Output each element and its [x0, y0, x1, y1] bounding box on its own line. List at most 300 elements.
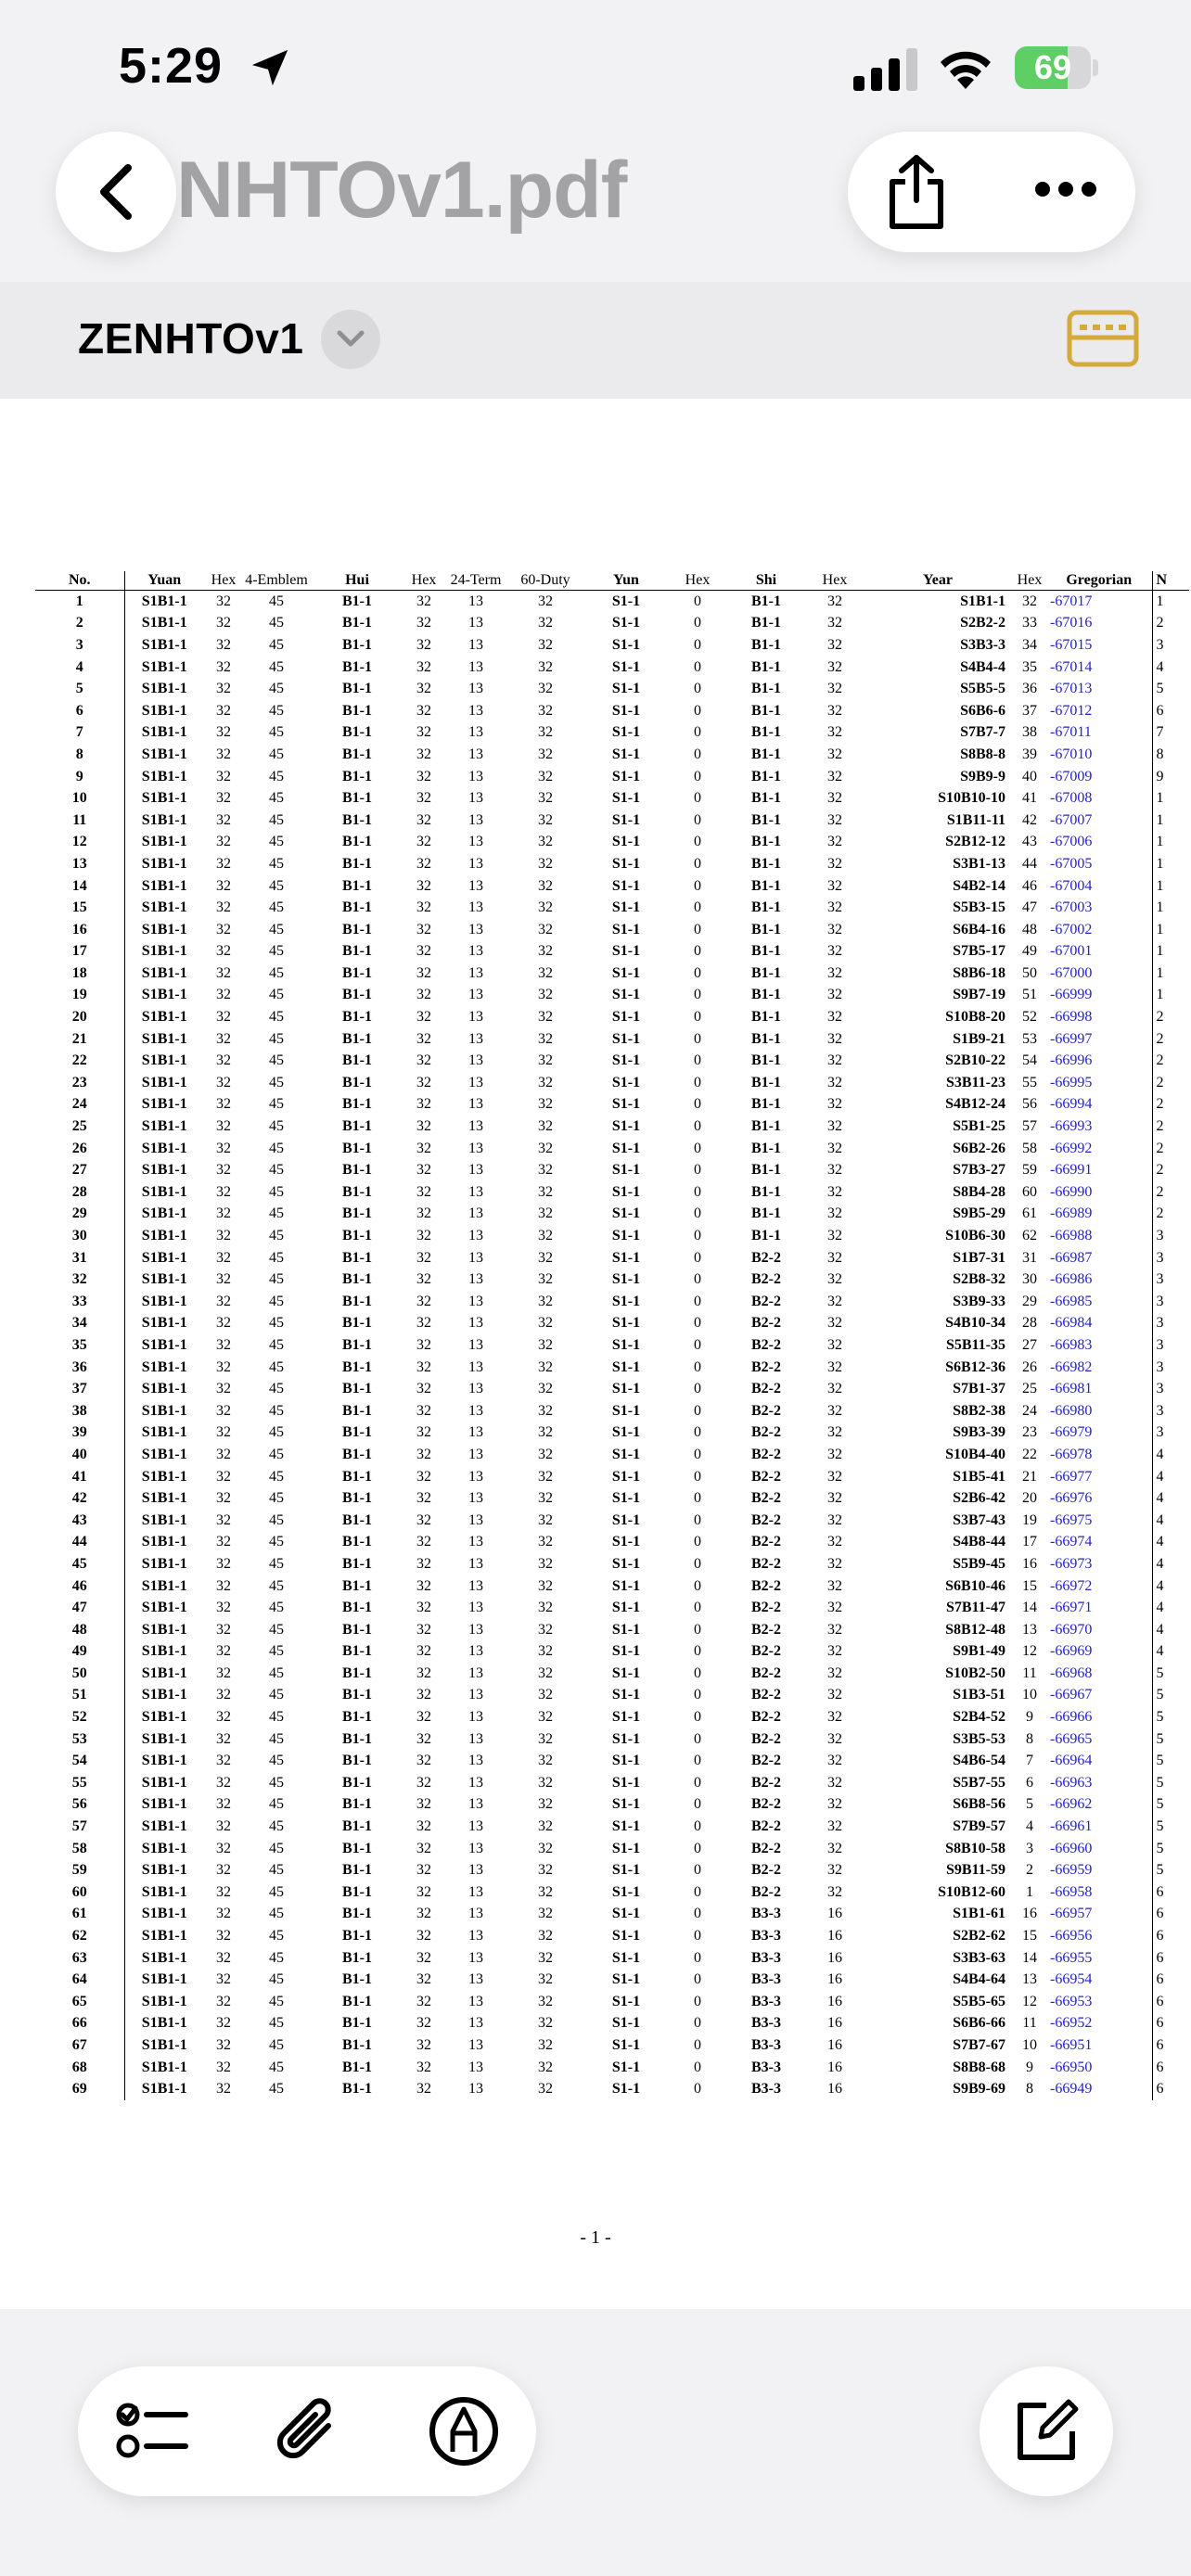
table-cell-hex: 9 [1026, 2059, 1033, 2075]
table-cell-duty: 32 [538, 877, 553, 894]
column-header-duty: 60-Duty [508, 571, 583, 591]
table-cell-term: 13 [468, 1205, 483, 1222]
table-cell-yuan: S1B1-1 [141, 1511, 187, 1528]
column-header-hex: Hex [1013, 571, 1046, 591]
table-cell-no: 29 [35, 1204, 124, 1226]
table-cell-year: S5B7-55 [953, 1774, 1005, 1791]
table-cell-no: 33 [35, 1291, 124, 1313]
table-cell-duty: 32 [538, 1993, 553, 2009]
table-cell-yun: S1-1 [611, 1271, 641, 1288]
keyboard-icon[interactable] [1067, 310, 1139, 367]
table-cell-shi: B1-1 [751, 834, 781, 850]
table-row [35, 1991, 1189, 2013]
table-cell-n: 4 [1152, 1510, 1189, 1532]
table-cell-duty: 32 [538, 1555, 553, 1572]
table-cell-yun: S1-1 [611, 1052, 641, 1069]
table-cell-hex: 16 [827, 1906, 842, 1922]
table-cell-hui: B1-1 [342, 1949, 372, 1966]
table-row [35, 1816, 1189, 1838]
table-cell-hex: 10 [1022, 1687, 1037, 1703]
table-cell-gregorian: -67012 [1050, 702, 1093, 719]
table-cell-n: 4 [1152, 1553, 1189, 1575]
table-cell-hex: 32 [216, 1577, 231, 1594]
table-cell-hex: 0 [694, 615, 701, 631]
table-cell-year: S10B4-40 [945, 1446, 1005, 1462]
table-cell-no: 3 [35, 634, 124, 657]
table-cell-n: 6 [1152, 2034, 1189, 2057]
table-row [35, 2057, 1189, 2079]
table-cell-shi: B2-2 [751, 1490, 781, 1507]
table-cell-year: S5B3-15 [953, 899, 1005, 916]
table-cell-hex: 9 [1026, 1709, 1033, 1726]
table-cell-gregorian: -66991 [1050, 1162, 1093, 1179]
table-cell-duty: 32 [538, 1336, 553, 1353]
table-cell-hex: 0 [694, 702, 701, 719]
table-row [35, 875, 1189, 898]
table-cell-shi: B2-2 [751, 1424, 781, 1441]
table-cell-emblem: 45 [269, 724, 284, 741]
table-cell-gregorian: -66975 [1050, 1511, 1093, 1528]
table-cell-hex: 41 [1022, 790, 1037, 807]
table-cell-hui: B1-1 [342, 1993, 372, 2009]
location-arrow-icon [249, 46, 291, 89]
table-cell-gregorian: -66954 [1050, 1971, 1093, 1988]
table-cell-yuan: S1B1-1 [141, 1293, 187, 1309]
table-cell-hex: 0 [694, 1140, 701, 1156]
table-cell-shi: B1-1 [751, 899, 781, 916]
table-cell-hex: 32 [416, 1271, 431, 1288]
table-cell-n: 4 [1152, 1619, 1189, 1641]
table-cell-hex: 32 [827, 593, 842, 609]
table-cell-shi: B1-1 [751, 658, 781, 675]
paperclip-icon[interactable] [271, 2394, 345, 2468]
table-cell-shi: B2-2 [751, 1534, 781, 1550]
table-cell-hui: B1-1 [342, 1796, 372, 1813]
column-header-hex: Hex [807, 571, 863, 591]
table-body [35, 591, 1189, 2100]
table-cell-yuan: S1B1-1 [141, 811, 187, 828]
table-cell-duty: 32 [538, 1009, 553, 1026]
table-cell-hex: 32 [216, 1030, 231, 1047]
table-cell-year: S9B3-39 [953, 1424, 1005, 1441]
table-cell-hex: 17 [1022, 1534, 1037, 1550]
back-button[interactable] [56, 132, 176, 252]
table-cell-hex: 0 [694, 2036, 701, 2053]
table-cell-hex: 52 [1022, 1009, 1037, 1026]
table-cell-hex: 0 [694, 1664, 701, 1681]
table-cell-emblem: 45 [269, 1249, 284, 1266]
table-row [35, 1685, 1189, 1707]
table-cell-hex: 32 [416, 768, 431, 784]
table-cell-no: 28 [35, 1181, 124, 1204]
table-cell-yun: S1-1 [611, 768, 641, 784]
table-cell-gregorian: -67008 [1050, 790, 1093, 807]
table-cell-no: 19 [35, 985, 124, 1007]
table-cell-hex: 32 [216, 1468, 231, 1485]
table-cell-hex: 13 [1022, 1971, 1037, 1988]
table-cell-term: 13 [468, 1709, 483, 1726]
table-cell-year: S4B4-4 [960, 658, 1005, 675]
table-cell-term: 13 [468, 2036, 483, 2053]
table-cell-hex: 32 [416, 2036, 431, 2053]
table-cell-shi: B3-3 [751, 2059, 781, 2075]
table-cell-yuan: S1B1-1 [141, 1052, 187, 1069]
table-cell-term: 13 [468, 1730, 483, 1747]
table-cell-hex: 0 [694, 1118, 701, 1135]
table-cell-term: 13 [468, 1030, 483, 1047]
table-cell-duty: 32 [538, 1118, 553, 1135]
table-cell-year: S6B8-56 [953, 1796, 1005, 1813]
table-cell-emblem: 45 [269, 1096, 284, 1113]
table-cell-term: 13 [468, 1577, 483, 1594]
column-header-hex: Hex [204, 571, 243, 591]
table-cell-duty: 32 [538, 1162, 553, 1179]
table-cell-hex: 32 [827, 724, 842, 741]
table-cell-yun: S1-1 [611, 1336, 641, 1353]
table-cell-yuan: S1B1-1 [141, 1906, 187, 1922]
table-cell-yun: S1-1 [611, 724, 641, 741]
table-cell-no: 16 [35, 919, 124, 941]
table-cell-hex: 0 [694, 746, 701, 762]
table-cell-no: 1 [35, 591, 124, 613]
table-cell-shi: B1-1 [751, 964, 781, 981]
compose-button[interactable] [980, 2366, 1113, 2496]
table-cell-hex: 32 [827, 1424, 842, 1441]
table-cell-hex: 32 [827, 1096, 842, 1113]
table-row [35, 1947, 1189, 1970]
table-cell-hex: 32 [827, 987, 842, 1003]
table-cell-emblem: 45 [269, 593, 284, 609]
table-cell-duty: 32 [538, 1424, 553, 1441]
table-cell-yuan: S1B1-1 [141, 855, 187, 872]
table-cell-hex: 0 [694, 1030, 701, 1047]
table-cell-no: 61 [35, 1904, 124, 1926]
pdf-page[interactable] [0, 399, 1191, 2309]
table-cell-hex: 32 [827, 790, 842, 807]
table-cell-hex: 7 [1026, 1753, 1033, 1769]
table-cell-hex: 16 [827, 2081, 842, 2098]
table-cell-gregorian: -66957 [1050, 1906, 1093, 1922]
table-cell-hex: 32 [416, 1490, 431, 1507]
table-cell-emblem: 45 [269, 2059, 284, 2075]
table-cell-hex: 32 [216, 1249, 231, 1266]
table-cell-emblem: 45 [269, 1030, 284, 1047]
table-cell-hex: 32 [216, 964, 231, 981]
table-cell-term: 13 [468, 1511, 483, 1528]
table-cell-hex: 16 [827, 1971, 842, 1988]
table-cell-gregorian: -67007 [1050, 811, 1093, 828]
table-row [35, 1422, 1189, 1445]
table-cell-hui: B1-1 [342, 724, 372, 741]
table-cell-yuan: S1B1-1 [141, 1555, 187, 1572]
table-cell-yun: S1-1 [611, 2036, 641, 2053]
table-cell-hex: 32 [216, 1424, 231, 1441]
table-cell-hex: 0 [694, 1074, 701, 1090]
column-header-shi: Shi [725, 571, 807, 591]
table-cell-no: 32 [35, 1269, 124, 1291]
table-cell-gregorian: -66970 [1050, 1621, 1093, 1638]
table-cell-gregorian: -66949 [1050, 2081, 1093, 2098]
table-cell-emblem: 45 [269, 1205, 284, 1222]
table-cell-hui: B1-1 [342, 1490, 372, 1507]
table-cell-hex: 32 [416, 1928, 431, 1945]
table-cell-hex: 32 [416, 1971, 431, 1988]
table-cell-term: 13 [468, 1796, 483, 1813]
table-cell-n: 4 [1152, 1466, 1189, 1488]
table-row [35, 1072, 1189, 1094]
table-cell-shi: B1-1 [751, 790, 781, 807]
table-cell-hex: 0 [694, 1315, 701, 1332]
table-cell-duty: 32 [538, 1140, 553, 1156]
table-cell-hex: 0 [694, 1928, 701, 1945]
table-row [35, 1138, 1189, 1160]
table-cell-no: 12 [35, 832, 124, 854]
table-cell-hui: B1-1 [342, 1468, 372, 1485]
table-row [35, 1663, 1189, 1685]
table-cell-year: S2B8-32 [953, 1271, 1005, 1288]
table-cell-hex: 32 [827, 1402, 842, 1419]
table-row [35, 787, 1189, 810]
table-cell-term: 13 [468, 1140, 483, 1156]
table-cell-yun: S1-1 [611, 1796, 641, 1813]
table-cell-hex: 0 [694, 1534, 701, 1550]
table-cell-hex: 0 [694, 1796, 701, 1813]
table-cell-hex: 32 [216, 811, 231, 828]
table-cell-hex: 0 [694, 943, 701, 960]
table-cell-yun: S1-1 [611, 1424, 641, 1441]
table-cell-shi: B1-1 [751, 746, 781, 762]
table-cell-hex: 32 [416, 1511, 431, 1528]
table-cell-emblem: 45 [269, 1293, 284, 1309]
table-cell-hui: B1-1 [342, 1271, 372, 1288]
table-cell-n: 3 [1152, 1313, 1189, 1335]
table-cell-yun: S1-1 [611, 658, 641, 675]
table-cell-hex: 32 [416, 1730, 431, 1747]
table-cell-n: 5 [1152, 1750, 1189, 1772]
table-cell-hex: 32 [416, 855, 431, 872]
table-cell-yun: S1-1 [611, 1687, 641, 1703]
table-cell-emblem: 45 [269, 658, 284, 675]
table-cell-hex: 16 [827, 1928, 842, 1945]
table-cell-hex: 16 [827, 2015, 842, 2032]
table-cell-yuan: S1B1-1 [141, 1862, 187, 1879]
table-cell-hex: 39 [1022, 746, 1037, 762]
table-cell-yuan: S1B1-1 [141, 1577, 187, 1594]
table-cell-no: 40 [35, 1444, 124, 1466]
table-cell-n: 1 [1152, 963, 1189, 985]
table-cell-year: S6B12-36 [945, 1358, 1005, 1375]
table-cell-hex: 32 [416, 1468, 431, 1485]
table-cell-hex: 32 [216, 1928, 231, 1945]
table-cell-n: 5 [1152, 1838, 1189, 1860]
table-cell-yun: S1-1 [611, 746, 641, 762]
table-cell-yun: S1-1 [611, 702, 641, 719]
table-row [35, 1597, 1189, 1619]
table-cell-yun: S1-1 [611, 987, 641, 1003]
table-cell-gregorian: -67004 [1050, 877, 1093, 894]
table-cell-term: 13 [468, 1840, 483, 1856]
table-cell-hex: 46 [1022, 877, 1037, 894]
table-cell-year: S9B11-59 [945, 1862, 1005, 1879]
table-cell-gregorian: -67003 [1050, 899, 1093, 916]
table-cell-duty: 32 [538, 746, 553, 762]
table-cell-yun: S1-1 [611, 593, 641, 609]
table-cell-shi: B3-3 [751, 1993, 781, 2009]
table-cell-hex: 32 [827, 1446, 842, 1462]
table-cell-hex: 10 [1022, 2036, 1037, 2053]
table-cell-n: 9 [1152, 766, 1189, 788]
table-cell-hex: 0 [694, 1402, 701, 1419]
table-cell-gregorian: -66953 [1050, 1993, 1093, 2009]
table-cell-hex: 32 [216, 1271, 231, 1288]
table-cell-n: 1 [1152, 919, 1189, 941]
table-cell-shi: B1-1 [751, 943, 781, 960]
table-cell-no: 54 [35, 1750, 124, 1772]
table-cell-yuan: S1B1-1 [141, 636, 187, 653]
table-cell-emblem: 45 [269, 1358, 284, 1375]
table-cell-emblem: 45 [269, 1709, 284, 1726]
table-cell-no: 67 [35, 2034, 124, 2057]
table-cell-hex: 20 [1022, 1490, 1037, 1507]
table-cell-yuan: S1B1-1 [141, 1664, 187, 1681]
table-cell-n: 1 [1152, 810, 1189, 832]
table-cell-hui: B1-1 [342, 2081, 372, 2098]
table-cell-hex: 32 [1022, 593, 1037, 609]
table-cell-hex: 32 [827, 1162, 842, 1179]
table-cell-hex: 32 [416, 1600, 431, 1616]
table-cell-shi: B2-2 [751, 1730, 781, 1747]
table-cell-no: 13 [35, 853, 124, 875]
table-cell-n: 3 [1152, 1269, 1189, 1291]
table-cell-term: 13 [468, 1162, 483, 1179]
table-cell-no: 26 [35, 1138, 124, 1160]
table-cell-shi: B2-2 [751, 1709, 781, 1726]
table-cell-gregorian: -66989 [1050, 1205, 1093, 1222]
table-cell-hex: 0 [694, 1621, 701, 1638]
table-cell-hex: 62 [1022, 1228, 1037, 1244]
table-cell-gregorian: -67016 [1050, 615, 1093, 631]
table-cell-emblem: 45 [269, 1928, 284, 1945]
table-cell-yuan: S1B1-1 [141, 1249, 187, 1266]
table-cell-n: 3 [1152, 1334, 1189, 1357]
table-cell-hex: 32 [827, 1271, 842, 1288]
table-cell-n: 2 [1152, 1204, 1189, 1226]
table-row [35, 985, 1189, 1007]
ellipsis-icon[interactable] [1033, 178, 1098, 200]
table-cell-emblem: 45 [269, 1883, 284, 1900]
table-cell-year: S9B9-69 [953, 2081, 1005, 2098]
table-cell-duty: 32 [538, 1315, 553, 1332]
table-cell-hex: 55 [1022, 1074, 1037, 1090]
table-cell-hex: 32 [216, 1381, 231, 1397]
table-cell-hex: 32 [216, 1511, 231, 1528]
nav-actions [848, 132, 1135, 252]
table-cell-hex: 32 [416, 1949, 431, 1966]
table-cell-term: 13 [468, 1052, 483, 1069]
table-cell-yuan: S1B1-1 [141, 2036, 187, 2053]
table-row [35, 1575, 1189, 1598]
table-cell-emblem: 45 [269, 1862, 284, 1879]
table-cell-hex: 0 [694, 593, 701, 609]
table-cell-yun: S1-1 [611, 1577, 641, 1594]
table-cell-hex: 5 [1026, 1796, 1033, 1813]
table-cell-yun: S1-1 [611, 1183, 641, 1200]
table-cell-n: 4 [1152, 1641, 1189, 1664]
table-cell-hex: 32 [827, 1490, 842, 1507]
table-cell-hex: 32 [416, 658, 431, 675]
table-cell-emblem: 45 [269, 1162, 284, 1179]
table-cell-no: 23 [35, 1072, 124, 1094]
table-cell-hui: B1-1 [342, 1052, 372, 1069]
table-cell-yun: S1-1 [611, 1009, 641, 1026]
table-cell-yuan: S1B1-1 [141, 1140, 187, 1156]
table-cell-hex: 0 [694, 1358, 701, 1375]
table-cell-shi: B2-2 [751, 1753, 781, 1769]
table-row [35, 1313, 1189, 1335]
table-cell-hui: B1-1 [342, 681, 372, 697]
table-cell-shi: B1-1 [751, 1030, 781, 1047]
table-cell-hex: 0 [694, 877, 701, 894]
outline-title[interactable]: ZENHTOv1 [78, 314, 304, 363]
outline-dropdown-button[interactable] [321, 310, 380, 369]
table-cell-hex: 48 [1022, 921, 1037, 937]
table-cell-hex: 0 [694, 1293, 701, 1309]
table-cell-emblem: 45 [269, 1118, 284, 1135]
table-cell-hex: 23 [1022, 1424, 1037, 1441]
table-cell-hex: 32 [216, 1621, 231, 1638]
table-cell-emblem: 45 [269, 2036, 284, 2053]
table-cell-hex: 32 [216, 1840, 231, 1856]
markup-pen-icon[interactable] [427, 2394, 501, 2468]
table-cell-hui: B1-1 [342, 877, 372, 894]
table-row [35, 1466, 1189, 1488]
table-cell-hui: B1-1 [342, 1511, 372, 1528]
checklist-icon[interactable] [115, 2394, 189, 2468]
table-row [35, 853, 1189, 875]
table-cell-hex: 32 [416, 593, 431, 609]
table-cell-duty: 32 [538, 1293, 553, 1309]
table-cell-emblem: 45 [269, 1183, 284, 1200]
table-row [35, 1728, 1189, 1751]
table-cell-emblem: 45 [269, 746, 284, 762]
table-cell-n: 1 [1152, 941, 1189, 963]
table-cell-year: S8B8-8 [960, 746, 1005, 762]
table-cell-hex: 44 [1022, 855, 1037, 872]
table-cell-hex: 32 [827, 1228, 842, 1244]
table-cell-duty: 32 [538, 1840, 553, 1856]
table-cell-gregorian: -67006 [1050, 834, 1093, 850]
table-row [35, 1334, 1189, 1357]
table-cell-hui: B1-1 [342, 1205, 372, 1222]
table-cell-term: 13 [468, 1381, 483, 1397]
table-cell-hex: 0 [694, 1162, 701, 1179]
table-cell-duty: 32 [538, 1621, 553, 1638]
table-cell-yuan: S1B1-1 [141, 1687, 187, 1703]
share-icon[interactable] [883, 154, 950, 230]
table-cell-hex: 32 [216, 1993, 231, 2009]
table-cell-duty: 32 [538, 943, 553, 960]
table-cell-term: 13 [468, 943, 483, 960]
table-cell-emblem: 45 [269, 1577, 284, 1594]
table-cell-year: S3B3-3 [960, 636, 1005, 653]
table-cell-duty: 32 [538, 1249, 553, 1266]
table-cell-hex: 32 [416, 834, 431, 850]
table-cell-hex: 16 [827, 1993, 842, 2009]
table-cell-emblem: 45 [269, 1228, 284, 1244]
table-cell-hex: 32 [216, 1796, 231, 1813]
table-cell-yun: S1-1 [611, 1600, 641, 1616]
table-cell-hex: 0 [694, 681, 701, 697]
